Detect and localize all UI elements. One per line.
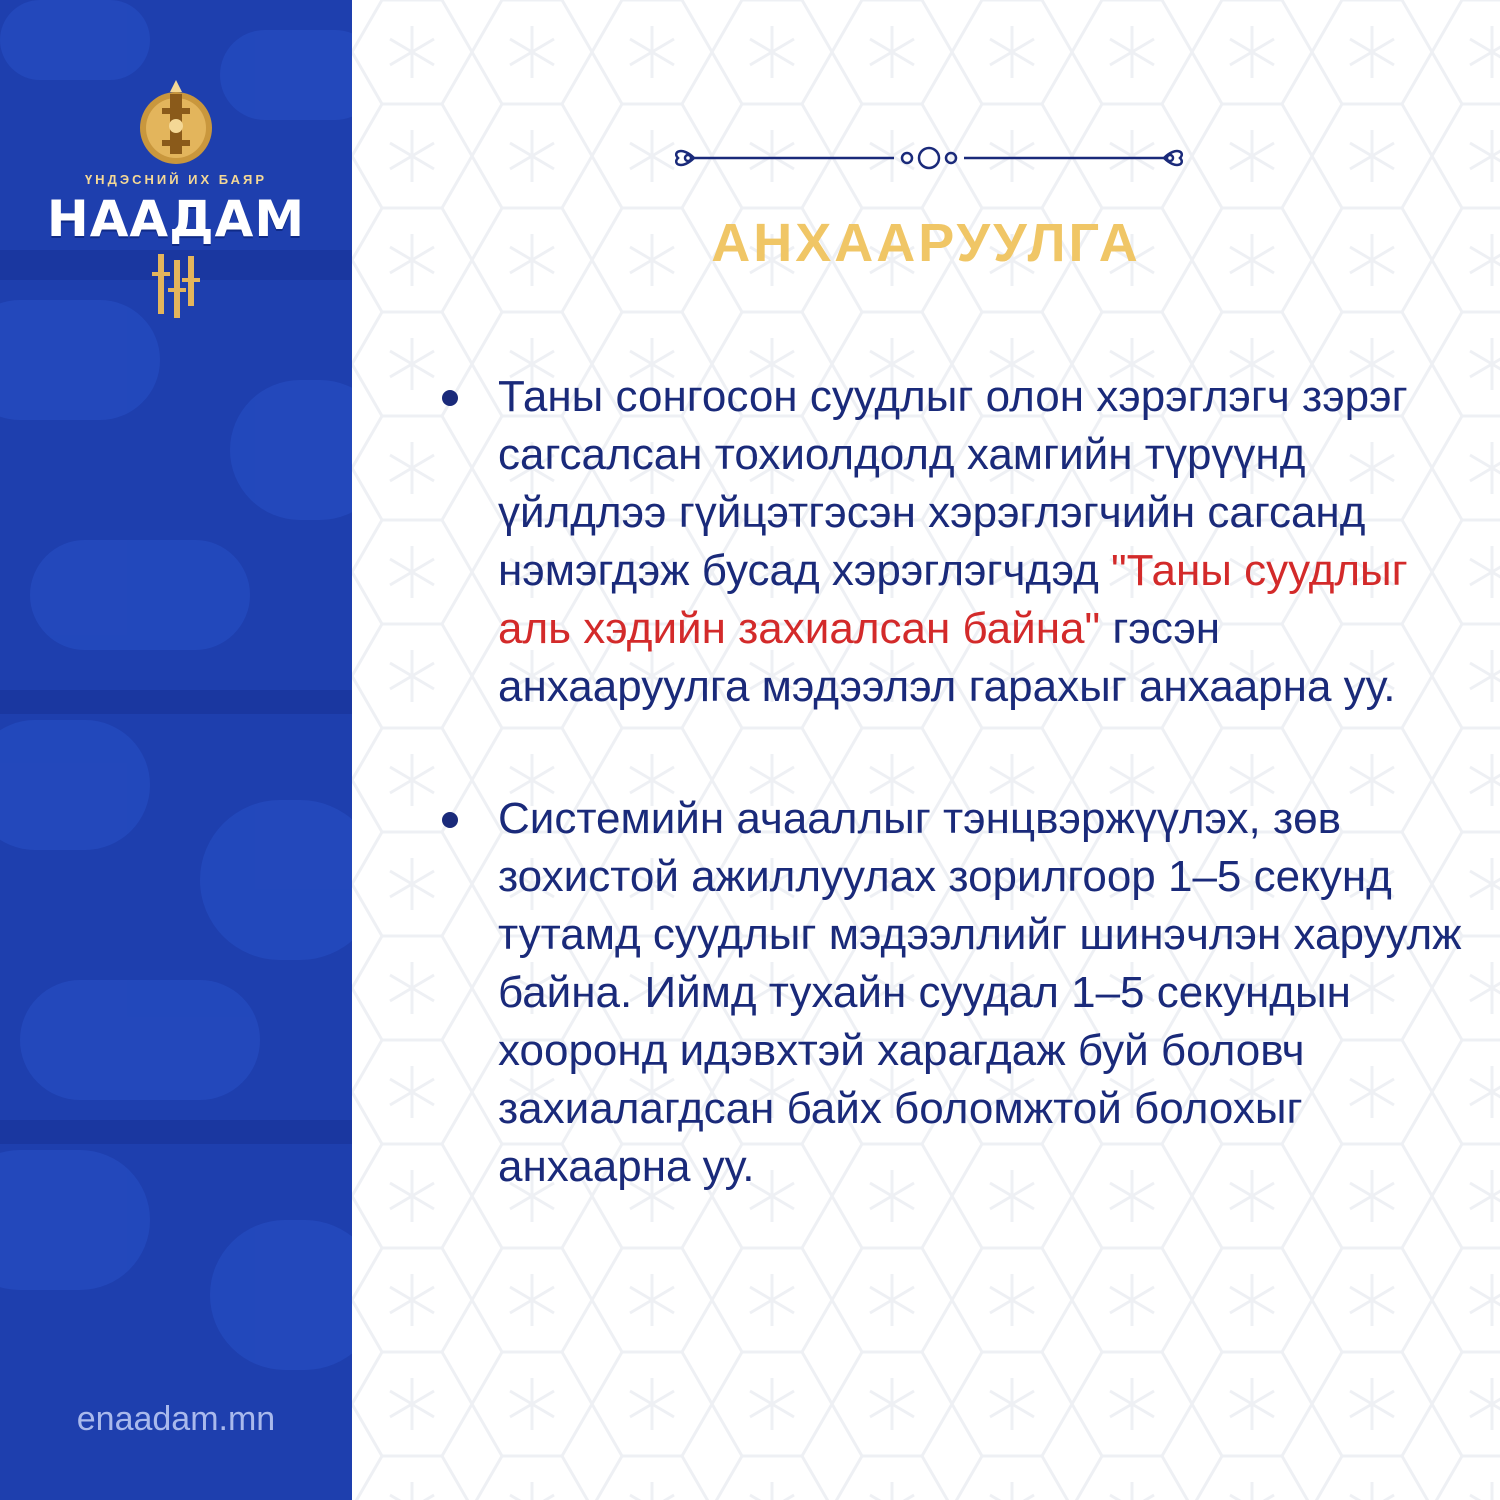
main-content [352, 0, 1500, 1500]
list-item [442, 790, 1462, 1196]
soyombo-emblem-icon [136, 78, 216, 168]
bullet-text: Таны сонгосон суудлыг олон хэрэглэгч зэрэг сагсалсан тохиолдолд хамгийн түрүүнд үйлдлээ гүйцэтгэсэн хэрэглэгчийн сагсанд нэмэгдэж бусад хэрэглэгчдэд [498, 372, 1408, 595]
bullet-dot-icon [442, 812, 458, 828]
bullet-dot-icon [442, 390, 458, 406]
bullet-text: Системийн ачааллыг тэнцвэржүүлэх, зөв зохистой ажиллуулах зорилгоор 1–5 секунд тутамд суудлыг мэдээллийг шинэчлэн харуулж байна. Иймд тухайн суудал 1–5 секундын хооронд идэвхтэй харагдаж буй боловч захиалагдсан байх боломжтой болохыг анхаарна уу. [498, 794, 1462, 1191]
page-heading: АНХААРУУЛГА [711, 213, 1141, 273]
sidebar-panel [0, 0, 352, 1500]
bullet-list [442, 368, 1462, 1270]
brand-subtitle: ҮНДЭСНИЙ ИХ БАЯР [84, 172, 268, 187]
website-link[interactable]: enaadam.mn [76, 1400, 276, 1438]
brand-logo-text: НААДАМ [46, 190, 306, 248]
mongolian-script-icon [148, 252, 204, 322]
bullet-text-end: гэсэн анхааруулга мэдээлэл гарахыг анхаарна уу. [498, 604, 1396, 711]
list-item [442, 368, 1462, 716]
ornament-divider [664, 138, 1194, 178]
warning-message-text: "Таны суудлыг аль хэдийн захиалсан байна" [498, 546, 1408, 653]
